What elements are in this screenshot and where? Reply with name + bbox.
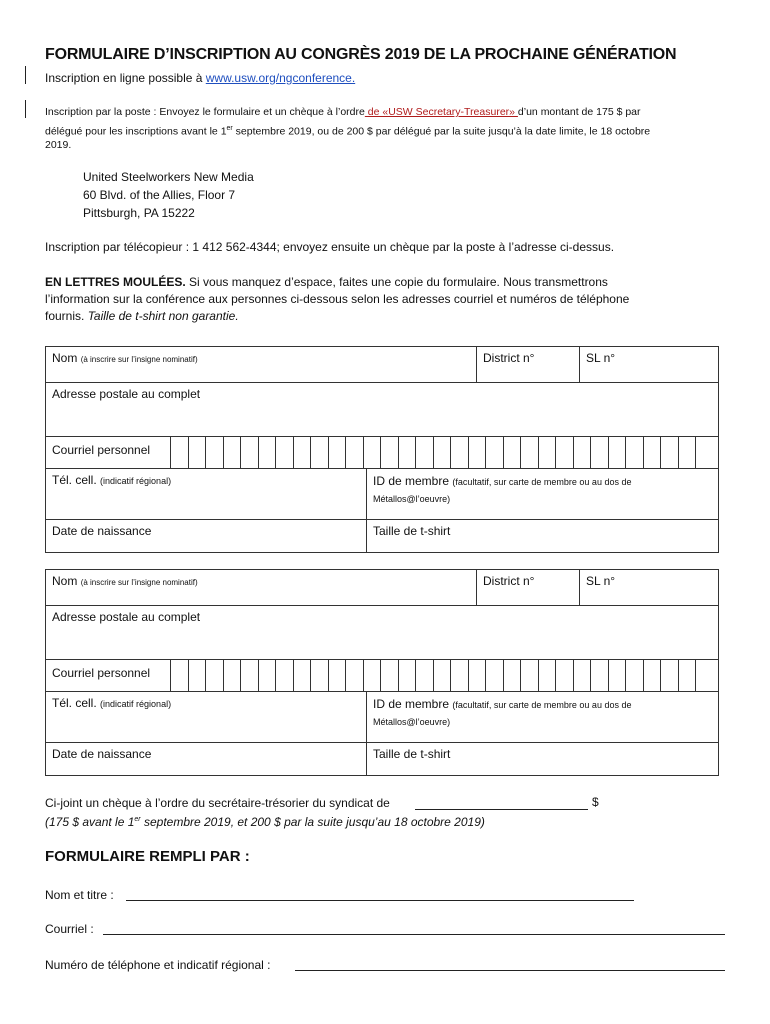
email-label: Courriel :	[45, 922, 94, 936]
name-field[interactable]: Nom (à inscrire sur l’insigne nominatif)	[45, 346, 477, 383]
name-title-label: Nom et titre :	[45, 888, 114, 902]
member-id-field[interactable]: ID de membre (facultatif, sur carte de membre ou au dos de Métallos@l’oeuvre)	[366, 468, 719, 520]
tshirt-size-field[interactable]: Taille de t-shirt	[366, 519, 719, 553]
member-id-field[interactable]: ID de membre (facultatif, sur carte de membre ou au dos de Métallos@l’oeuvre)	[366, 691, 719, 743]
name-field[interactable]: Nom (à inscrire sur l’insigne nominatif)	[45, 569, 477, 606]
cheque-line: Ci-joint un chèque à l’ordre du secrétaire-trésorier du syndicat de	[45, 796, 390, 810]
district-field[interactable]: District n°	[476, 569, 580, 606]
phone-blank[interactable]	[295, 957, 725, 971]
address-field[interactable]: Adresse postale au complet	[45, 605, 719, 660]
mail-line-3: 2019.	[45, 139, 72, 151]
cell-phone-field[interactable]: Tél. cell. (indicatif régional)	[45, 468, 367, 520]
mailing-address: United Steelworkers New Media 60 Blvd. of the Allies, Floor 7 Pittsburgh, PA 15222	[83, 170, 254, 220]
birth-date-field[interactable]: Date de naissance	[45, 742, 367, 776]
local-field[interactable]: SL n°	[579, 569, 719, 606]
district-field[interactable]: District n°	[476, 346, 580, 383]
registrant-form-2	[45, 569, 719, 776]
local-field[interactable]: SL n°	[579, 346, 719, 383]
email-field[interactable]: Courriel personnel	[45, 659, 719, 692]
name-title-blank[interactable]	[126, 887, 634, 901]
registration-link[interactable]: www.usw.org/ngconference.	[205, 71, 356, 85]
online-registration: Inscription en ligne possible à www.usw.org/ngconference.	[45, 71, 356, 85]
margin-bar-top	[25, 66, 26, 84]
cell-phone-field[interactable]: Tél. cell. (indicatif régional)	[45, 691, 367, 743]
cheque-terms: (175 $ avant le 1er septembre 2019, et 200 $ par la suite jusqu’au 18 octobre 2019)	[45, 815, 485, 829]
fax-instructions: Inscription par télécopieur : 1 412 562-4344; envoyez ensuite un chèque par la poste à l’adresse ci-dessus.	[45, 240, 615, 254]
mail-line-1: Inscription par la poste : Envoyez le formulaire et un chèque à l’ordre de «USW Secretary-Treasurer» d’un montant de 175 $ par	[45, 106, 641, 118]
margin-bar-bottom	[25, 100, 26, 118]
mail-line-2: délégué pour les inscriptions avant le 1er septembre 2019, ou de 200 $ par délégué par la suite jusqu’à la date limite, le 18 octobre	[45, 125, 651, 138]
email-blank[interactable]	[103, 921, 725, 935]
tshirt-size-field[interactable]: Taille de t-shirt	[366, 742, 719, 776]
registrant-form-1	[45, 346, 719, 553]
instructions-line-2: l’information sur la conférence aux personnes ci-dessous selon les adresses courriel et numéros de téléphone	[45, 292, 630, 306]
email-char-boxes	[170, 659, 713, 692]
dollar-sign: $	[592, 795, 599, 809]
phone-label: Numéro de téléphone et indicatif régional :	[45, 958, 271, 972]
page-title: FORMULAIRE D’INSCRIPTION AU CONGRÈS 2019 DE LA PROCHAINE GÉNÉRATION	[45, 46, 677, 63]
completed-by-heading: FORMULAIRE REMPLI PAR :	[45, 848, 250, 865]
address-field[interactable]: Adresse postale au complet	[45, 382, 719, 437]
email-field[interactable]: Courriel personnel	[45, 436, 719, 469]
birth-date-field[interactable]: Date de naissance	[45, 519, 367, 553]
instructions-line-3: fournis. Taille de t-shirt non garantie.	[45, 309, 239, 323]
payee-highlight: de «USW Secretary-Treasurer»	[364, 106, 518, 118]
email-char-boxes	[170, 436, 713, 469]
union-name-blank[interactable]	[415, 796, 588, 810]
instructions-line-1: EN LETTRES MOULÉES. Si vous manquez d’espace, faites une copie du formulaire. Nous transmettrons	[45, 275, 608, 289]
